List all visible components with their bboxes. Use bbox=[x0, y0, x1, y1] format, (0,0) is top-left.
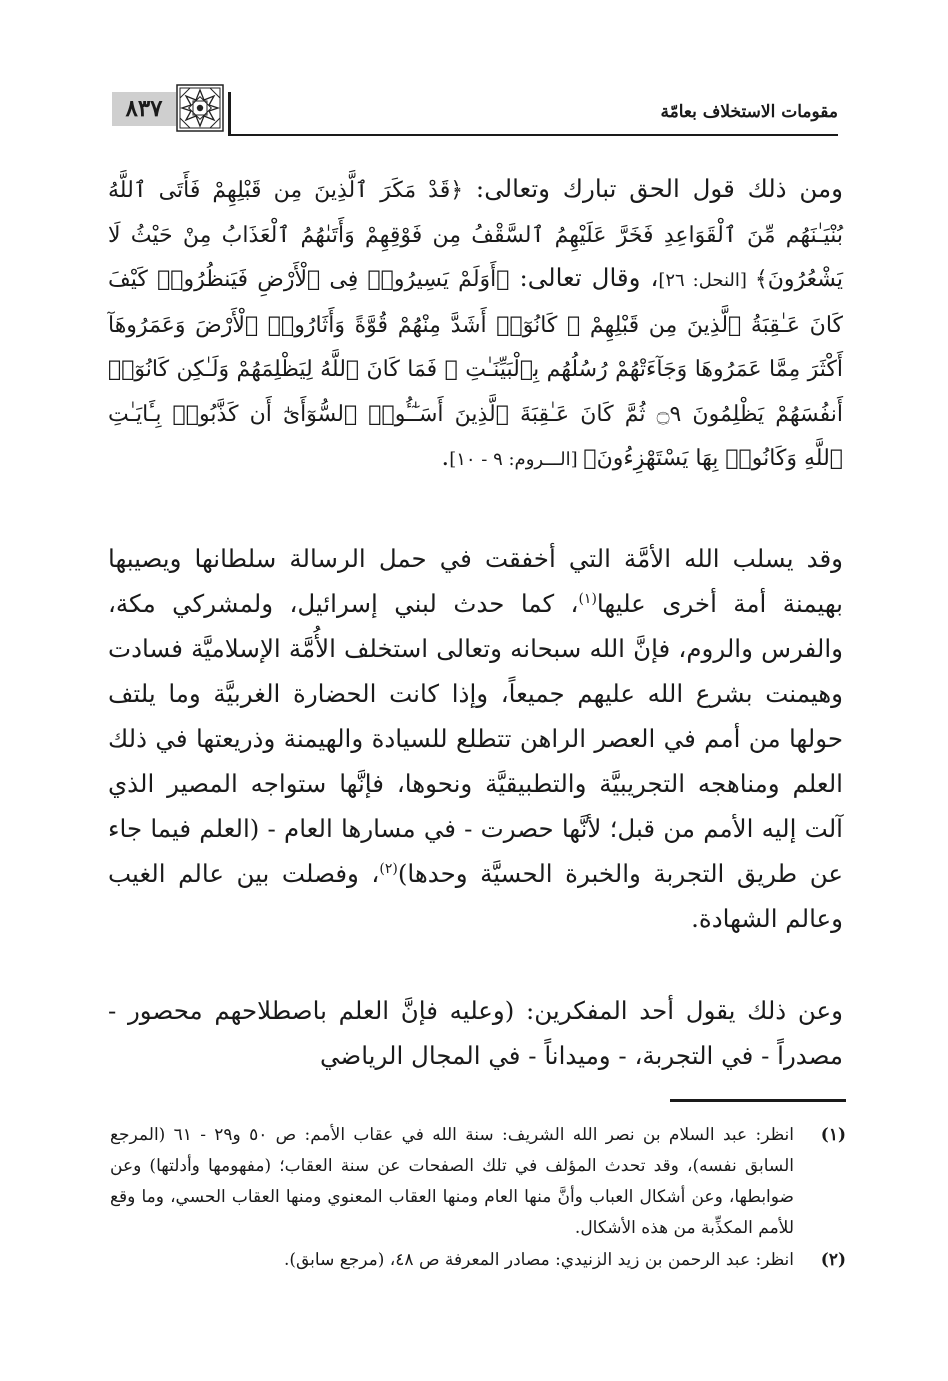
header-rule bbox=[230, 134, 838, 136]
header-divider-vertical bbox=[228, 92, 231, 136]
footnote-number: (٢) bbox=[820, 1250, 846, 1270]
footnote-item bbox=[110, 1120, 846, 1244]
page-header bbox=[112, 84, 838, 136]
footnote-separator bbox=[670, 1099, 846, 1102]
paragraph-intro: ومن ذلك قول الحق تبارك وتعالى: bbox=[463, 174, 843, 203]
paragraph-quran-quote bbox=[108, 168, 843, 482]
page-number-box bbox=[112, 92, 176, 126]
paragraph-text-part2: ، كما حدث لبني إسرائيل، ولمشركي مكة، والفرس والروم، فإنَّ الله سبحانه وتعالى استخلف الأُمَّة الإسلاميَّة فسادت وهيمنت بشرع الله عليهم جميعاً، وإذا كانت الحضارة الغربيَّة وما يلتف حولها من أمم في العصر الراهن تتطلع للسيادة والهيمنة وذريعتها في ذلك العلم ومناهجه التجريبيَّة والتطبيقيَّة ونحوها، فإنَّها ستواجه المصير الذي آلت إليه الأمم من قبل؛ لأنَّها حصرت - في مسارها العام - (العلم فيما جاء عن طريق التجربة والخبرة الحسيَّة وحدها) bbox=[108, 589, 843, 888]
paragraph-hegemony bbox=[108, 536, 843, 941]
quran-verse-rum: ﴿أَوَلَمْ يَسِيرُوا۟ فِى ٱلْأَرْضِ فَيَنظُرُوا۟ كَيْفَ كَانَ عَـٰقِبَةُ ٱلَّذِينَ مِن قَبْلِهِمْ ۚ كَانُوٓا۟ أَشَدَّ مِنْهُمْ قُوَّةً وَأَثَارُوا۟ ٱلْأَرْضَ وَعَمَرُوهَآ أَكْثَرَ مِمَّا عَمَرُوهَا وَجَآءَتْهُمْ رُسُلُهُم بِٱلْبَيِّنَـٰتِ ۖ فَمَا كَانَ ٱللَّهُ لِيَظْلِمَهُمْ وَلَـٰكِن كَانُوٓا۟ أَنفُسَهُمْ يَظْلِمُونَ ۝٩ ثُمَّ كَانَ عَـٰقِبَةَ ٱلَّذِينَ أَسَـٰٓـُٔوا۟ ٱلسُّوٓأَىٰٓ أَن كَذَّبُوا۟ بِـَٔايَـٰتِ ٱللَّهِ وَكَانُوا۟ بِهَا يَسْتَهْزِءُونَ﴾ bbox=[108, 267, 843, 471]
footnote-item bbox=[110, 1245, 846, 1276]
footnote-ref-2[interactable]: (٢) bbox=[379, 860, 398, 877]
paragraph-end: . bbox=[441, 442, 450, 471]
page-number: ٨٣٧ bbox=[125, 95, 163, 122]
footnote-text: انظر: عبد السلام بن نصر الله الشريف: سنة الله في عقاب الأمم: ص ٥٠ و٢٩ - ٦١ (المرجع السابق نفسه)، وقد تحدث المؤلف في تلك الصفحات عن سنة العقاب؛ (مفهومها وأدلتها) وعن ضوابطها، وعن أشكال العباب وأنَّ منها العام ومنها العقاب المعنوي ومنها العقاب الحسي، وما وقع للأمم المكذِّبة من هذه الأشكال. bbox=[110, 1125, 794, 1238]
footnote-ref-1[interactable]: (١) bbox=[578, 590, 597, 607]
geometric-star-ornament-icon bbox=[176, 84, 224, 132]
paragraph-text-part3: ، وفصلت بين عالم الغيب وعالم الشهادة. bbox=[108, 859, 843, 933]
verse-reference-nahl: [النحل: ٢٦] bbox=[658, 270, 755, 291]
paragraph-thinkers-quote bbox=[108, 988, 843, 1078]
footnote-text: انظر: عبد الرحمن بن زيد الزنيدي: مصادر المعرفة ص ٤٨، (مرجع سابق). bbox=[283, 1250, 794, 1270]
verse-reference-rum: [الـــروم: ٩ - ١٠] bbox=[449, 449, 584, 470]
paragraph-text: وعن ذلك يقول أحد المفكرين: (وعليه فإنَّ العلم باصطلاحهم محصور - مصدراً - في التجربة، - وميداناً - في المجال الرياضي bbox=[108, 996, 843, 1070]
footnote-number: (١) bbox=[820, 1125, 846, 1145]
quran-verse-nahl: ﴿قَدْ مَكَرَ ٱلَّذِينَ مِن قَبْلِهِمْ فَأَتَى ٱللَّهُ بُنْيَـٰنَهُم مِّنَ ٱلْقَوَاعِدِ فَخَرَّ عَلَيْهِمُ ٱلسَّقْفُ مِن فَوْقِهِمْ وَأَتَىٰهُمُ ٱلْعَذَابُ مِنْ حَيْثُ لَا يَشْعُرُونَ﴾ bbox=[108, 178, 843, 292]
paragraph-text-part1: وقد يسلب الله الأمَّة التي أخفقت في حمل الرسالة سلطانها ويصيبها بهيمنة أمة أخرى عليها bbox=[108, 544, 843, 618]
footnotes bbox=[110, 1120, 846, 1277]
paragraph-connector: ، وقال تعالى: bbox=[509, 263, 659, 292]
running-title: مقومات الاستخلاف بعامّة bbox=[660, 102, 838, 122]
